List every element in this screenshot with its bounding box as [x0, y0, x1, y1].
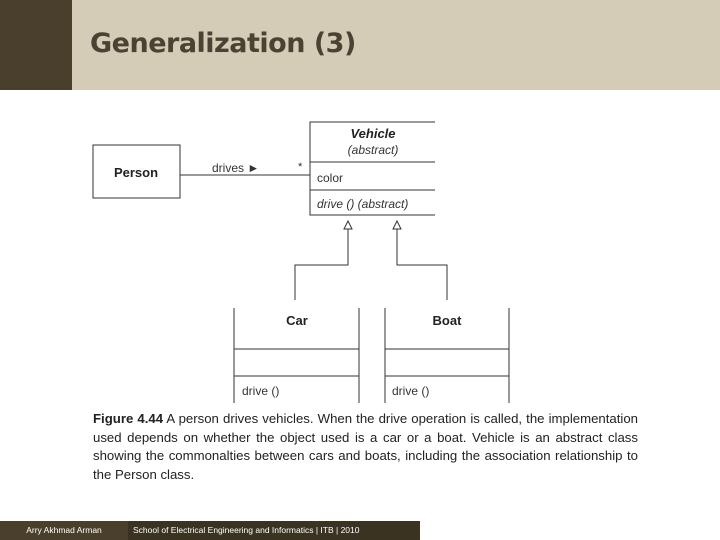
vehicle-class-name: Vehicle — [350, 126, 396, 141]
slide-title: Generalization (3) — [90, 28, 356, 59]
footer-school: School of Electrical Engineering and Informatics | ITB | 2010 — [133, 525, 360, 535]
footer-author: Arry Akhmad Arman — [26, 525, 102, 535]
vehicle-operation: drive () (abstract) — [317, 197, 409, 211]
boat-operation: drive () — [392, 384, 430, 398]
boat-generalization-line — [397, 229, 447, 300]
car-class-name: Car — [286, 313, 308, 328]
figure-caption-text: A person drives vehicles. When the drive operation is called, the implementation used depends on whether the object used is a car or a boat. Vehicle is an abstract class showing the commonalties between cars and boats, including the association relationship to the Person class. — [93, 411, 638, 482]
figure-caption-label: Figure 4.44 — [93, 411, 164, 426]
boat-generalization-arrow — [393, 221, 401, 229]
vehicle-attribute: color — [317, 171, 344, 185]
car-generalization-line — [295, 229, 348, 300]
car-generalization-arrow — [344, 221, 352, 229]
association-label: drives ► — [212, 161, 260, 175]
car-operation: drive () — [242, 384, 280, 398]
association-multiplicity: * — [298, 161, 303, 173]
footer-right-band — [420, 521, 720, 540]
figure-caption — [93, 410, 638, 484]
vehicle-stereotype: (abstract) — [347, 143, 399, 157]
boat-class-name: Boat — [432, 313, 462, 328]
person-class-name: Person — [113, 165, 159, 180]
